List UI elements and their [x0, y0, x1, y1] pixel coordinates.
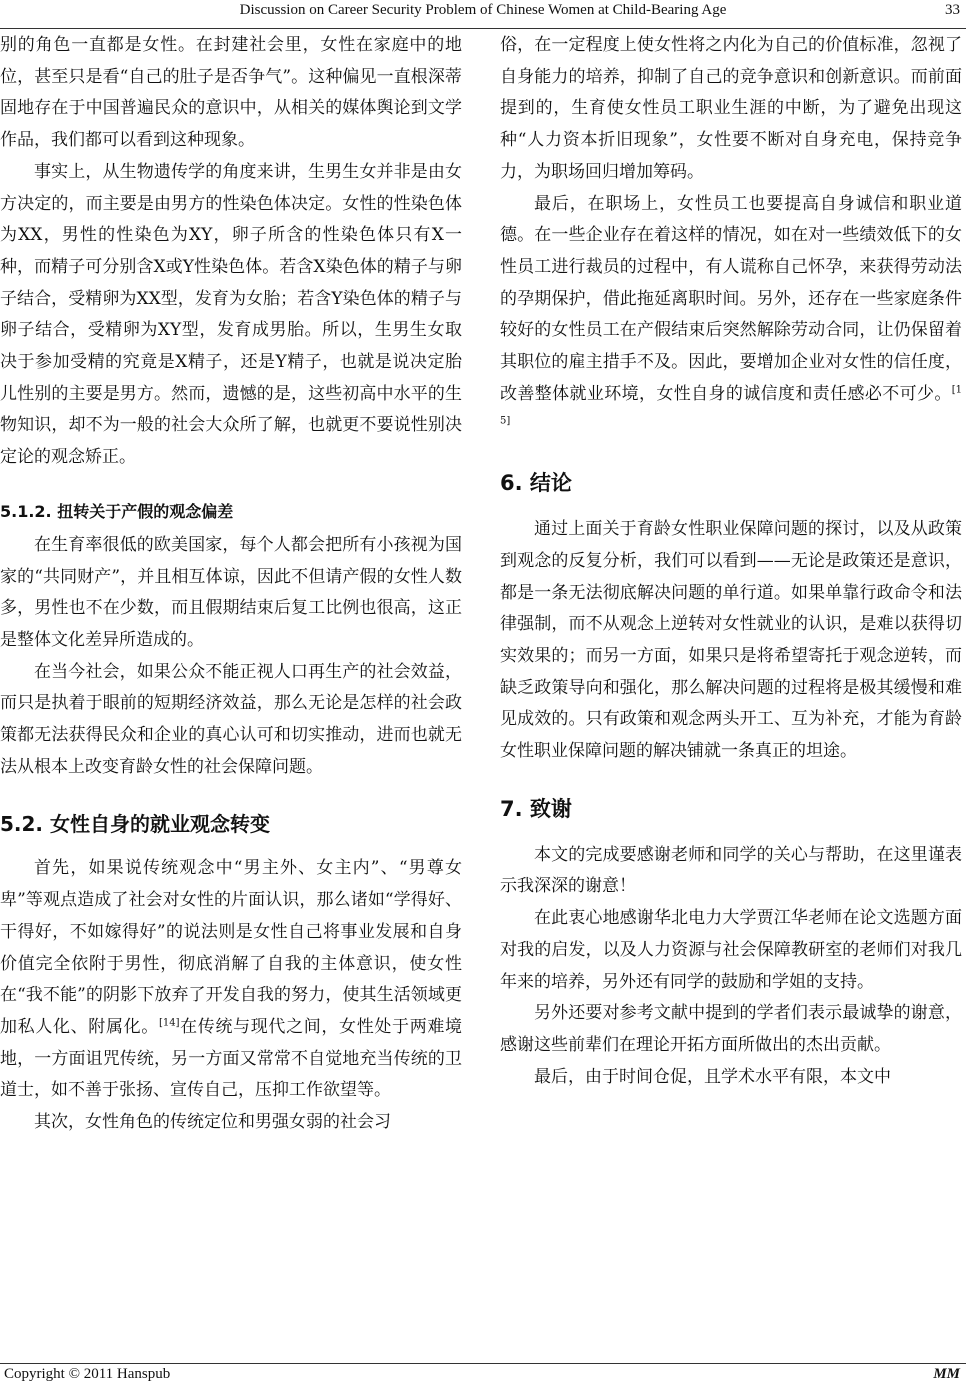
right-column: [500, 30, 962, 1360]
copyright-notice: Copyright © 2011 Hanspub: [4, 1366, 171, 1382]
left-column: [0, 30, 462, 1360]
paragraph: 在生育率很低的欧美国家，每个人都会把所有小孩视为国家的“共同财产”，并且相互体谅，因此不但请产假的女性人数多，男性也不在少数，而且假期结束后复工比例也很高，这正是整体文化差异所造成的。: [0, 534, 462, 650]
page-number: 33: [945, 2, 960, 18]
section-heading-5-2: 5.2. 女性自身的就业观念转变: [0, 812, 270, 837]
paragraph-text: 首先，如果说传统观念中“男主外、女主内”、“男尊女卑”等观点造成了社会对女性的片面认识，那么诸如“学得好、干得好，不如嫁得好”的说法则是女性自己将事业发展和自身价值完全依附于男性，彻底消解了自我的主体意识，使女性在“我不能”的阴影下放弃了开发自我的努力，使其生活领域更加私人化、附属化。: [0, 858, 462, 1037]
running-title: Discussion on Career Security Problem of Chinese Women at Child-Bearing Age: [239, 2, 727, 18]
paragraph: [0, 853, 462, 1107]
paragraph-text: 最后，在职场上，女性员工也要提高自身诚信和职业道德。在一些企业存在着这样的情况，如在对一些绩效低下的女性员工进行裁员的过程中，有人谎称自己怀孕，来获得劳动法的孕期保护，借此拖延离职时间。另外，还存在一些家庭条件较好的女性员工在产假结束后突然解除劳动合同，让仍保留着其职位的雇主措手不及。因此，要增加企业对女性的信任度，改善整体就业环境，女性自身的诚信度和责任感必不可少。: [500, 193, 962, 404]
paragraph: 通过上面关于育龄女性职业保障问题的探讨，以及从政策到观念的反复分析，我们可以看到——无论是政策还是意识，都是一条无法彻底解决问题的单行道。如果单靠行政命令和法律强制，而不从观念上逆转对女性就业的认识，是难以获得切实效果的；而另一方面，如果只是将希望寄托于观念逆转，而缺乏政策导向和强化，那么解决问题的过程将是极其缓慢和难见成效的。只有政策和观念两头开工、互为补充，才能为育龄女性职业保障问题的解决铺就一条真正的坦途。: [500, 519, 962, 762]
paragraph: 最后，由于时间仓促，且学术水平有限，本文中: [534, 1066, 891, 1087]
journal-abbrev: MM: [933, 1366, 960, 1382]
page-header: [0, 0, 966, 30]
citation-ref: [15]: [500, 384, 962, 427]
paragraph-text: 在传统与现代之间，女性处于两难境地，一方面诅咒传统，另一方面又常常不自觉地充当传统的卫道士，如不善于张扬、宣传自己，压抑工作欲望等。: [0, 1016, 462, 1101]
section-heading-5-1-2: 5.1.2. 扭转关于产假的观念偏差: [0, 501, 234, 521]
paragraph: 另外还要对参考文献中提到的学者们表示最诚挚的谢意，感谢这些前辈们在理论开拓方面所做出的杰出贡献。: [500, 1003, 962, 1055]
paragraph: 在此衷心地感谢华北电力大学贾江华老师在论文选题方面对我的启发，以及人力资源与社会保障教研室的老师们对我几年来的培养，另外还有同学的鼓励和学姐的支持。: [500, 908, 962, 992]
paragraph: 本文的完成要感谢老师和同学的关心与帮助，在这里谨表示我深深的谢意！: [500, 844, 962, 897]
header-rule: [0, 28, 966, 29]
section-heading-7: 7. 致谢: [500, 796, 572, 821]
paragraph: 在当今社会，如果公众不能正视人口再生产的社会效益，而只是执着于眼前的短期经济效益，那么无论是怎样的社会政策都无法获得民众和企业的真心认可和切实推动，进而也就无法从根本上改变育龄女性的社会保障问题。: [0, 661, 462, 777]
paragraph: 俗，在一定程度上使女性将之内化为自己的价值标准，忽视了自身能力的培养，抑制了自己的竞争意识和创新意识。而前面提到的，生育使女性员工职业生涯的中断，为了避免出现这种“人力资本折旧现象”，女性要不断对自身充电，保持竞争力，为职场回归增加筹码。: [500, 35, 962, 182]
citation-ref: [14]: [158, 1017, 180, 1029]
section-heading-6: 6. 结论: [500, 471, 572, 496]
paragraph: 其次，女性角色的传统定位和男强女弱的社会习: [34, 1112, 391, 1133]
footer-rule: [0, 1363, 966, 1364]
paragraph: [500, 189, 962, 443]
paragraph: 别的角色一直都是女性。在封建社会里，女性在家庭中的地位，甚至只是看“自己的肚子是否争气”。这种偏见一直根深蒂固地存在于中国普遍民众的意识中，从相关的媒体舆论到文学作品，我们都可以看到这种现象。: [0, 35, 462, 151]
page-footer: [0, 1366, 966, 1386]
paragraph: 事实上，从生物遗传学的角度来讲，生男生女并非是由女方决定的，而主要是由男方的性染色体决定。女性的性染色体为XX，男性的性染色为XY，卵子所含的性染色体只有X一种，而精子可分别含X或Y性染色体。若含X染色体的精子与卵子结合，受精卵为XX型，发育为女胎；若含Y染色体的精子与卵子结合，受精卵为XY型，发育成男胎。所以，生男生女取决于参加受精的究竟是X精子，还是Y精子，也就是说决定胎儿性别的主要是男方。然而，遗憾的是，这些初高中水平的生物知识，却不为一般的社会大众所了解，也就更不要说性别决定论的观念矫正。: [0, 161, 462, 468]
